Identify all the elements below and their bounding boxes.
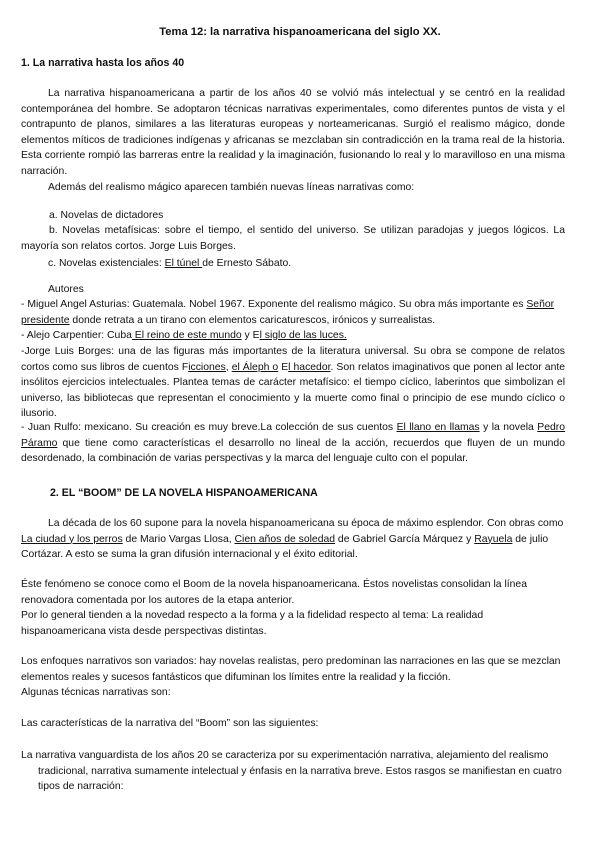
author-borges-text: -Jorge Luis Borges: una de las figuras más importantes de la literatura universal. Su obra se compone de relatos cortos como sus libros de cuentos F [21,346,565,373]
book-title-la-ciudad-y-los-perros: La ciudad y los perros [21,533,123,545]
book-title-el-hacedor: l hacedor [288,361,331,373]
author-rulfo-text: - Juan Rulfo: mexicano. Su creación es muy breve.La colección de sus cuentos [21,422,397,433]
section-2-p1-text-end: de julio Cortázar. A esto se suma la gran difusión internacional y el éxito editorial. [21,533,549,561]
book-title-ficciones: icciones, [188,361,229,373]
author-asturias [21,297,565,328]
author-rulfo [21,420,565,467]
author-asturias-text: - Miguel Angel Asturias: Guatemala. Nobel 1967. Exponente del realismo mágico. Su obra más importante es [21,299,527,310]
section-2-paragraph-4: Los enfoques narrativos son variados: hay novelas realistas, pero predominan las narraciones en las que se mezclan elementos reales y sucesos fantásticos que difuminan los límites entre la realidad y la ficción. [21,656,561,683]
autores-heading: Autores [48,284,84,295]
list-item-c-author: de Ernesto Sábato. [202,258,292,269]
section-2-paragraph-7: La narrativa vanguardista de los años 20 se caracteriza por su experimentación narrativa, alejamiento del realismo tradicional, narrativa sumamente intelectual y énfasis en la narrativa breve. Estos rasgos se manifiestan en cuatro tipos de narración: [21,750,562,793]
author-carpentier-text: - Alejo Carpentier: Cuba [21,330,132,341]
section-2-heading: 2. EL “BOOM” DE LA NOVELA HISPANOAMERICANA [50,487,318,499]
section-1-intro-paragraph: La narrativa hispanoamericana a partir de los años 40 se volvió más intelectual y se centró en la realidad contemporánea del hombre. Se adoptaron técnicas narrativas experimentales, como diferentes puntos de vista y el contrapunto de planos, similares a las literaturas europeas y norteamericanas. Surgió el realismo mágico, donde elementos míticos de tradiciones indígenas y africanas se mezclaban sin contradicción en la trama real de la historia. Esta corriente rompió las barreras entre la realidad y la imaginación, fusionando lo real y lo maravilloso en una misma narración. [21,88,565,177]
section-2-paragraph-3: Por lo general tienden a la novedad respecto a la forma y a la fidelidad respecto al tema: La realidad hispanoamericana vista desde perspectivas distintas. [21,610,484,637]
author-rulfo-text-end: que tiene como características el desarrollo no lineal de la acción, recuerdos que fluyen de un mundo desordenado, la combinación de varias perspectivas y la marca del lenguaje culto con el popular. [21,437,565,465]
section-2-paragraph-5: Algunas técnicas narrativas son: [21,687,171,698]
book-title-el-reino-de-este-mundo: El reino de este mundo [131,330,242,341]
list-item-b: b. Novelas metafísicas: sobre el tiempo, el sentido del universo. Se utilizan paradojas y juegos lógicos. La mayoría son relatos cortos. Jorge Luis Borges. [21,225,565,252]
book-title-el-llano-en-llamas: El llano en llamas [396,422,480,433]
section-2-p1-text: La década de los 60 supone para la novela hispanoamericana su época de máximo esplendor. Con obras como [48,518,564,529]
section-2-paragraph-6: Las características de la narrativa del “Boom” son las siguientes: [21,718,319,729]
section-2-p1-author-2: de Gabriel García Márquez y [335,533,475,545]
author-asturias-text-end: donde retrata a un tirano con elementos caricaturescos, irónicos y surrealistas. [69,314,436,326]
book-title-el-tunel: El túnel [164,258,203,269]
list-item-a: a. Novelas de dictadores [49,210,164,221]
book-title-el-siglo-de-las-luces: l siglo de las luces. [259,330,347,341]
section-1-heading: 1. La narrativa hasta los años 40 [21,57,185,69]
author-borges-text-end: . Son relatos imaginativos que ponen al lector ante insólitos ejercicios intelectuales. Plantea temas de carácter metafísico: el tiempo cíclico, laberintos que simbolizan el universo, las bibliotecas que representan el conocimiento y la muerte como final o principio de ese mundo cíclico o ilusorio. [21,361,566,420]
list-item-c [21,256,592,272]
section-2-p1-author-1: de Mario Vargas Llosa, [122,533,235,545]
document-title: Tema 12: la narrativa hispanoamericana del siglo XX. [159,26,441,38]
author-borges-conj: E [278,361,289,373]
author-rulfo-conj: y la novela [479,422,538,433]
section-2-paragraph-2: Éste fenómeno se conoce como el Boom de la novela hispanoamericana. Éstos novelistas consolidan la línea renovadora comentada por los autores de la etapa anterior. [21,579,527,606]
book-title-senor-presidente: Señor presidente [21,299,555,326]
author-borges [21,344,565,422]
list-item-c-label: c. Novelas existenciales: [48,258,165,269]
book-title-cien-anos-de-soledad: Cien años de soledad [234,533,336,545]
author-carpentier [21,328,565,344]
book-title-el-aleph: el Áleph o [231,361,279,373]
book-title-rayuela: Rayuela [474,533,513,545]
book-title-pedro-paramo: Pedro Páramo [21,422,566,449]
author-carpentier-conj: y E [241,330,260,341]
section-1-lead-text: Además del realismo mágico aparecen también nuevas líneas narrativas como: [48,182,415,193]
section-2-paragraph-1 [21,516,565,563]
